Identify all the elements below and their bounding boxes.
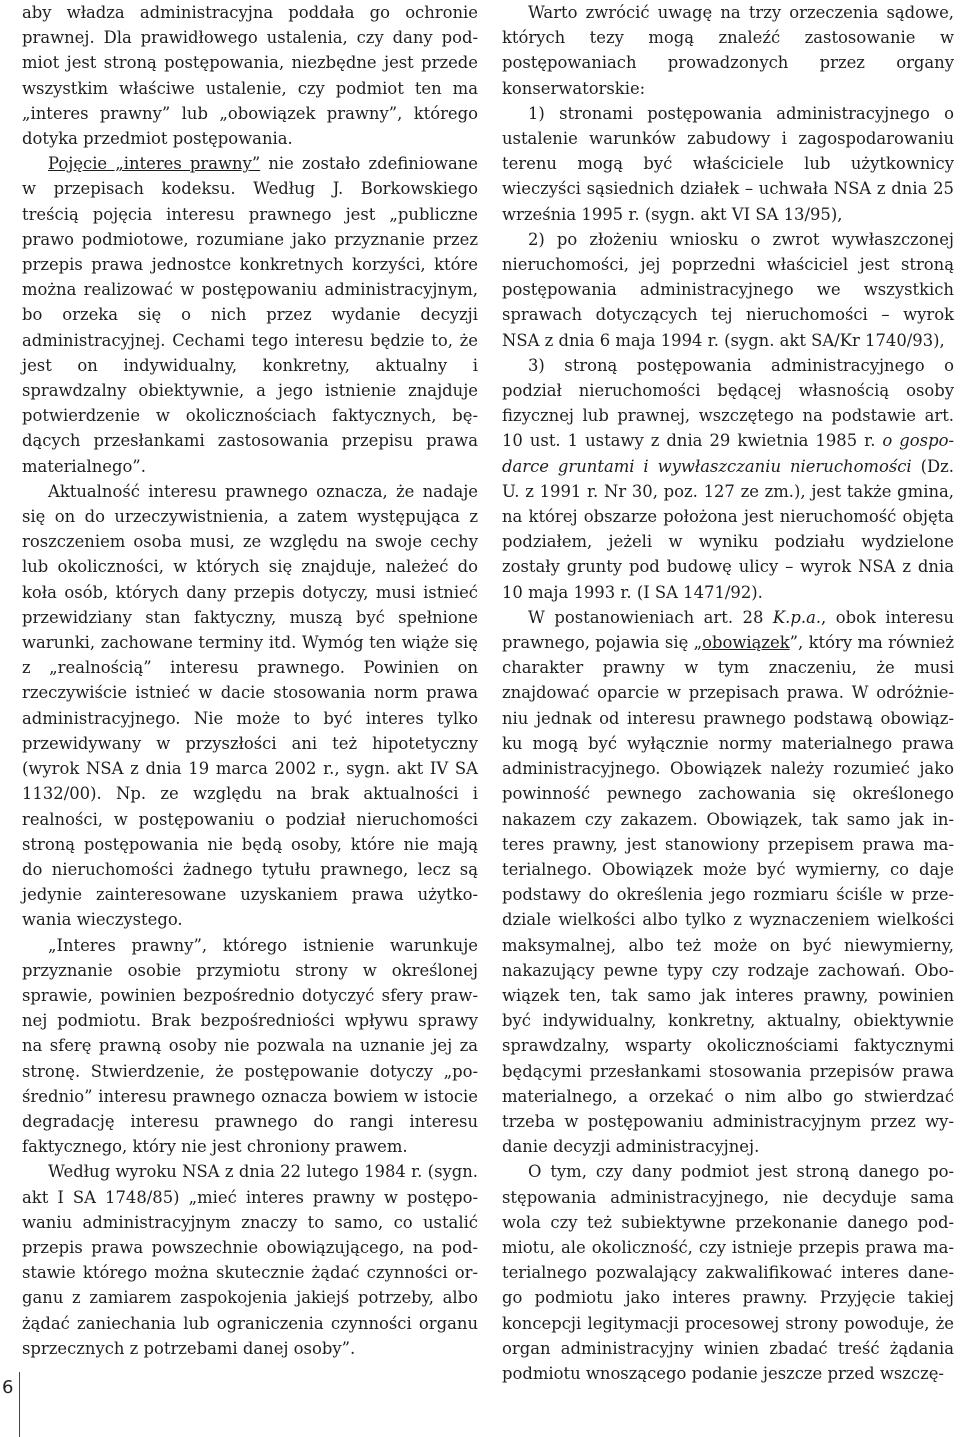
kpa-abbrev-italic: K.p.a. — [772, 607, 822, 627]
left-paragraph-1: aby władza administracyjna poddała go ochronie prawnej. Dla prawidłowego ustalenia, czy dany podmiot jest stroną postępowania, niezbędne jest przede wszystkim właściwe ustalenie, czy podmiot ten ma „interes prawny” lub „obowiązek prawny”, którego dotyka przedmiot postępowania. — [22, 3, 478, 149]
list-item-3-text-a: 3) stroną postępowania administracyjnego o podział nieruchomości będącej własnością osoby fizycznej lub prawnej, wszczętego na podstawie art. 10 ust. 1 ustawy z dnia 29 kwietnia 1985 r. — [502, 355, 954, 451]
right-column — [502, 0, 954, 1386]
term-obowiazek: obowiązek — [702, 633, 790, 653]
paragraph-5-text-a: W postanowieniach art. 28 — [528, 607, 773, 627]
act-title-italic: o gospodarce gruntami i wywłaszczaniu nieruchomości — [502, 431, 954, 476]
left-column — [22, 0, 478, 1361]
left-paragraph-3: Aktualność interesu prawnego oznacza, że nadaje się on do urzeczywistnienia, a zatem występująca z roszczeniem osoba musi, ze względu na swoje cechy lub okoliczności, w których się znajduje, należeć do koła osób, których dany przepis dotyczy, musi istnieć przewidziany stan faktyczny, muszą być spełnione warunki, zachowane terminy itd. Wymóg ten wiąże się z „realnością” interesu prawnego. Powinien on rzeczywiście istnieć w dacie stosowania norm prawa administracyjnego. Nie może to być interes tylko przewidywany w przyszłości ani też hipotetyczny (wyrok NSA z dnia 19 marca 2002 r., sygn. akt IV SA 1132/00). Np. ze względu na brak aktualności i realności, w postępowaniu o podział nieruchomości stroną postępowania nie będą osoby, które nie mają do nieruchomości żadnego tytułu prawnego, lecz są jedynie zainteresowane uzyskaniem prawa użytkowania wieczystego. — [22, 481, 478, 930]
left-paragraph-5: Według wyroku NSA z dnia 22 lutego 1984 r. (sygn. akt I SA 1748/85) „mieć interes prawny w postępowaniu administracyjnym znaczy to samo, co ustalić przepis prawa powszechnie obowiązującego, na podstawie którego można skutecznie żądać czynności organu z zamiarem zaspokojenia jakiejś potrzeby, albo żądać zaniechania lub ograniczenia czynności organu sprzecznych z potrzebami danej osoby”. — [22, 1162, 478, 1358]
page-number: 6 — [0, 1372, 20, 1437]
list-item-3-text-b: (Dz. U. z 1991 r. Nr 30, poz. 127 ze zm.), jest także gmina, na której obszarze położona jest nieruchomość objęta podziałem, jeżeli w wyniku podziału wydzielone zostały grunty pod budowę ulicy – wyrok NSA z dnia 10 maja 1993 r. (I SA 1471/92). — [502, 456, 955, 602]
right-list-item-3 — [502, 353, 954, 605]
term-interes-prawny: Pojęcie „interes prawny” — [48, 154, 261, 174]
right-paragraph-6: O tym, czy dany podmiot jest stroną danego postępowania administracyjnego, nie decyduje sama wola czy też subiektywne przekonanie danego podmiotu, ale okoliczność, czy istnieje przepis prawa materialnego pozwalający zakwalifikować interes danego podmiotu jako interes prawny. Przyjęcie takiej koncepcji legitymacji procesowej strony powoduje, że organ administracyjny winien zbadać treść żądania podmiotu wnoszącego podanie jeszcze przed wszczę- — [502, 1162, 954, 1383]
right-paragraph-1: Warto zwrócić uwagę na trzy orzeczenia sądowe, których tezy mogą znaleźć zastosowanie w postępowaniach prowadzonych przez organy konserwatorskie: — [502, 3, 954, 98]
right-list-item-2: 2) po złożeniu wniosku o zwrot wywłaszczonej nieruchomości, jej poprzedni właściciel jest stroną postępowania administracyjnego we wszystkich sprawach dotyczących tej nieruchomości – wyrok NSA z dnia 6 maja 1994 r. (sygn. akt SA/Kr 1740/93), — [502, 229, 954, 350]
left-paragraph-2-text: nie zostało zdefiniowane w przepisach kodeksu. Według J. Borkowskiego treścią pojęcia interesu prawnego jest „publiczne prawo podmiotowe, rozumiane jako przyznanie przez przepis prawa jednostce konkretnych korzyści, które można realizować w postępowaniu administracyjnym, bo orzeka się o nich przez wydanie decyzji administracyjnej. Cechami tego interesu będzie to, że jest on indywidualny, konkretny, aktualny i sprawdzalny obiektywnie, a jego istnienie znajduje potwierdzenie w okolicznościach faktycznych, będących przesłankami zastosowania przepisu prawa materialnego”. — [22, 154, 478, 476]
right-paragraph-5 — [502, 605, 954, 1159]
right-list-item-1: 1) stronami postępowania administracyjnego o ustalenie warunków zabudowy i zagospodarowaniu terenu mogą być właściciele lub użytkownicy wieczyści sąsiednich działek – uchwała NSA z dnia 25 września 1995 r. (sygn. akt VI SA 13/95), — [502, 103, 954, 224]
paragraph-5-text-c: ”, który ma również charakter prawny w tym znaczeniu, że musi znajdować oparcie w przepisach prawa. W odróżnieniu jednak od interesu prawnego podstawą obowiązku mogą być wyłącznie normy materialnego prawa administracyjnego. Obowiązek należy rozumieć jako powinność pewnego zachowania się określonego nakazem czy zakazem. Obowiązek, tak samo jak interes prawny, jest stanowiony przepisem prawa materialnego. Obowiązek może być wymierny, co daje podstawy do określenia jego rozmiaru ściśle w przedziale wielkości albo tylko z wyznaczeniem wielkości maksymalnej, albo też może on być niewymierny, nakazujący pewne typy czy rodzaje zachowań. Obowiązek ten, tak samo jak interes prawny, powinien być indywidualny, konkretny, aktualny, obiektywnie sprawdzalny, wsparty okolicznościami faktycznymi będącymi przesłankami stosowania przepisów prawa materialnego, a orzekać o nim albo go stwierdzać trzeba w postępowaniu administracyjnym przez wydanie decyzji administracyjnej. — [502, 633, 954, 1157]
paragraph-5-text-b: , obok interesu prawnego, pojawia się „ — [502, 607, 954, 653]
left-paragraph-2 — [22, 151, 478, 479]
left-paragraph-4: „Interes prawny”, którego istnienie warunkuje przyznanie osobie przymiotu strony w określonej sprawie, powinien bezpośrednio dotyczyć sfery prawnej podmiotu. Brak bezpośredniości wpływu sprawy na sferę prawną osoby nie pozwala na uznanie jej za stronę. Stwierdzenie, że postępowanie dotyczy „pośrednio” interesu prawnego oznacza bowiem w istocie degradację interesu prawnego do rangi interesu faktycznego, który nie jest chroniony prawem. — [22, 935, 478, 1157]
